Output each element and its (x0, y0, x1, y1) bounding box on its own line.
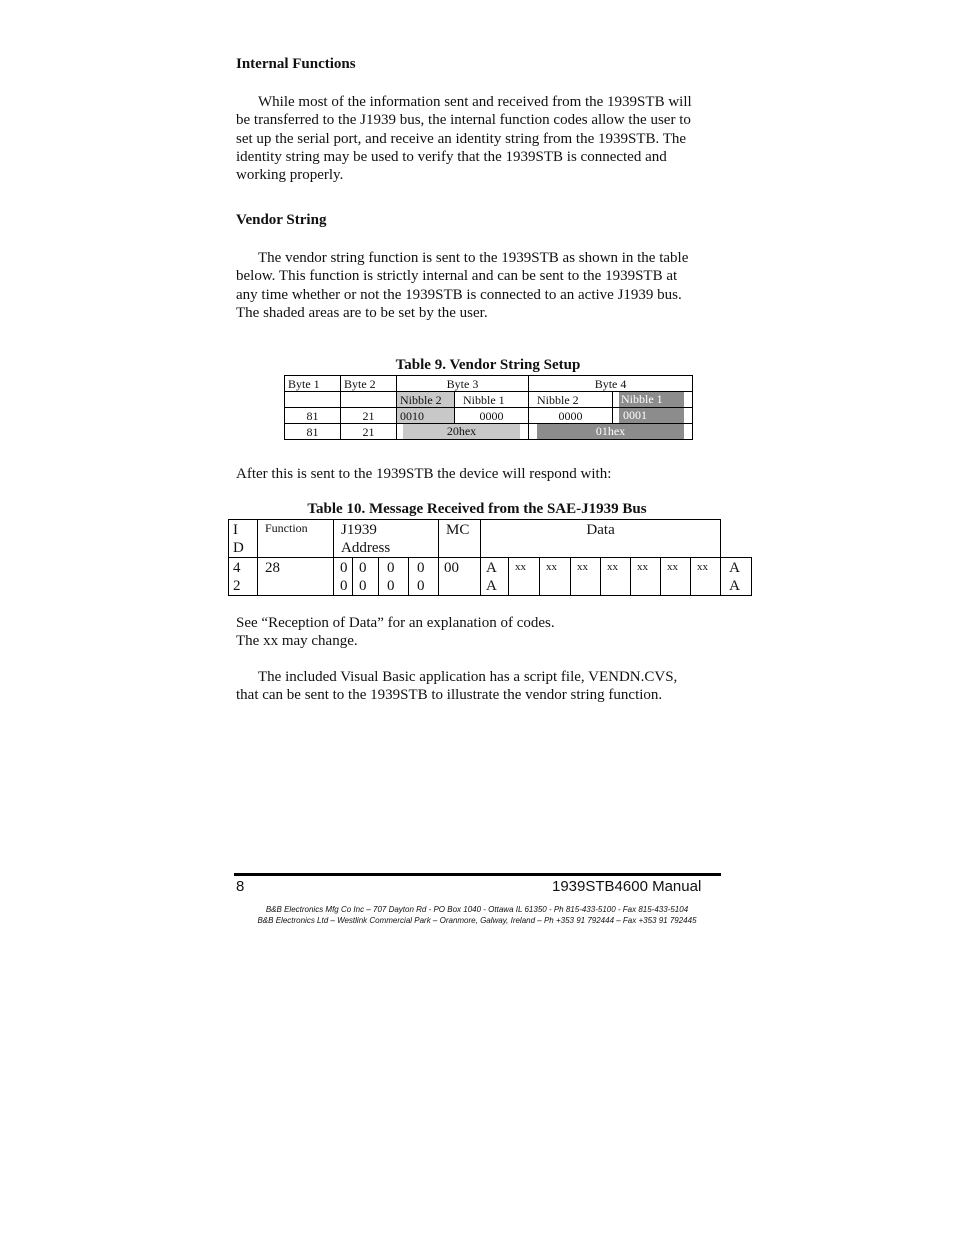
table10-cell-id (229, 558, 258, 596)
section-heading-vendor-string: Vendor String (236, 212, 327, 228)
section-heading-internal-functions: Internal Functions (236, 56, 356, 72)
note-line: The xx may change. (236, 633, 358, 650)
paragraph-line: that can be sent to the 1939STB to illustrate the vendor string function. (236, 687, 663, 704)
text: 0 (359, 578, 367, 594)
table9-cell (529, 424, 693, 440)
table9-nibble-cell: Nibble 2 (529, 392, 613, 408)
table10-cell-aa (721, 558, 752, 596)
table10-header-id (229, 520, 258, 558)
text: A (486, 578, 497, 594)
table9-nibble-cell (613, 392, 693, 408)
table9-header-byte2: Byte 2 (341, 376, 397, 392)
text: 2 (233, 578, 241, 594)
table10-cell-address (353, 558, 379, 596)
text: 0 (417, 578, 425, 594)
table10-cell-xx: xx (571, 558, 601, 596)
table9-shaded-dark: 0001 (619, 408, 684, 423)
table9-row (285, 424, 693, 440)
paragraph-line: identity string may be used to verify that the 1939STB is connected and (236, 148, 667, 165)
table10-cell-address (379, 558, 409, 596)
note-line: See “Reception of Data” for an explanation of codes. (236, 615, 555, 631)
closing-paragraph (236, 668, 716, 705)
table10-cell-xx: xx (691, 558, 721, 596)
internal-functions-paragraph (236, 93, 716, 184)
text: 0 (340, 578, 348, 594)
respond-text: After this is sent to the 1939STB the device will respond with: (236, 466, 612, 482)
table10-message-received (228, 519, 752, 596)
footer-page-number: 8 (236, 878, 245, 895)
table9-cell: 0000 (455, 408, 529, 424)
table10-cell-address (334, 558, 353, 596)
text: D (233, 540, 244, 556)
line-text: The vendor string function is sent to the 1939STB as shown in the table (258, 250, 689, 266)
paragraph-line: any time whether or not the 1939STB is connected to an active J1939 bus. (236, 286, 682, 303)
table10-empty-cell (721, 520, 752, 558)
text: 0 (359, 560, 367, 576)
table10-header-row (229, 520, 752, 558)
table9-header-byte4: Byte 4 (529, 376, 693, 392)
table9-cell (613, 408, 693, 424)
table9-shaded-dark: 01hex (537, 424, 684, 439)
text: 0 (417, 560, 425, 576)
footer-address-us: B&B Electronics Mfg Co Inc – 707 Dayton Rd - PO Box 1040 - Ottawa IL 61350 - Ph 815-433-5100 - Fax 815-433-5104 (265, 905, 689, 914)
table9-empty-cell (341, 392, 397, 408)
table10-cell-xx: xx (631, 558, 661, 596)
table10-header-address (334, 520, 439, 558)
table10-cell-aa (481, 558, 509, 596)
table9-nibble-cell: Nibble 2 (397, 392, 455, 408)
table9-cell-shaded: 0010 (397, 408, 455, 424)
vendor-string-paragraph (236, 249, 716, 322)
paragraph-line: be transferred to the J1939 bus, the internal function codes allow the user to (236, 112, 691, 129)
paragraph-line (236, 668, 716, 686)
table9-cell: 0000 (529, 408, 613, 424)
table9-cell: 21 (341, 424, 397, 440)
table9-header-row (285, 376, 693, 392)
text: A (729, 578, 740, 594)
table10-header-mc: MC (439, 520, 481, 558)
table10-cell-address (409, 558, 439, 596)
table10-header-data: Data (481, 520, 721, 558)
table10-cell-function: 28 (258, 558, 334, 596)
table9-cell (397, 424, 529, 440)
text: 0 (387, 578, 395, 594)
paragraph-line: working properly. (236, 167, 344, 184)
text: J1939 (341, 522, 377, 538)
table10-header-function: Function (258, 520, 334, 558)
paragraph-line (236, 249, 716, 267)
notes (236, 614, 716, 651)
line-text: The included Visual Basic application has a script file, VENDN.CVS, (258, 669, 678, 685)
table9-empty-cell (285, 392, 341, 408)
table10-cell-xx: xx (540, 558, 571, 596)
table10-cell-xx: xx (509, 558, 540, 596)
text: 4 (233, 560, 241, 576)
table9-nibble-cell: Nibble 1 (455, 392, 529, 408)
paragraph-line (236, 93, 716, 111)
paragraph-line: The shaded areas are to be set by the user. (236, 304, 488, 321)
table10-cell-mc: 00 (439, 558, 481, 596)
table9-shaded-light: 20hex (403, 424, 520, 439)
table9-shaded-dark: Nibble 1 (619, 392, 684, 407)
table10-cell-xx: xx (661, 558, 691, 596)
text: 0 (387, 560, 395, 576)
table10-cell-xx: xx (601, 558, 631, 596)
table9-header-byte1: Byte 1 (285, 376, 341, 392)
table10-row (229, 558, 752, 596)
table9-cell: 21 (341, 408, 397, 424)
paragraph-line: set up the serial port, and receive an identity string from the 1939STB. The (236, 130, 687, 147)
table9-nibble-row (285, 392, 693, 408)
paragraph-line: below. This function is strictly internal and can be sent to the 1939STB at (236, 268, 678, 285)
footer-manual-title: 1939STB4600 Manual (552, 878, 702, 895)
text: I (233, 522, 238, 538)
table9-cell: 81 (285, 408, 341, 424)
text: Address (341, 540, 391, 556)
text: A (729, 560, 740, 576)
line-text: While most of the information sent and received from the 1939STB will (258, 94, 692, 110)
table9-row (285, 408, 693, 424)
footer-rule (234, 873, 721, 876)
table9-cell: 81 (285, 424, 341, 440)
table9-caption: Table 9. Vendor String Setup (395, 357, 581, 373)
table9-header-byte3: Byte 3 (397, 376, 529, 392)
text: 0 (340, 560, 348, 576)
table9-vendor-string-setup (284, 375, 693, 440)
table10-caption: Table 10. Message Received from the SAE-J1939 Bus (307, 501, 647, 517)
text: A (486, 560, 497, 576)
footer-address-ireland: B&B Electronics Ltd – Westlink Commercial Park – Oranmore, Galway, Ireland – Ph +353 91 792444 – Fax +353 91 792445 (257, 916, 697, 925)
